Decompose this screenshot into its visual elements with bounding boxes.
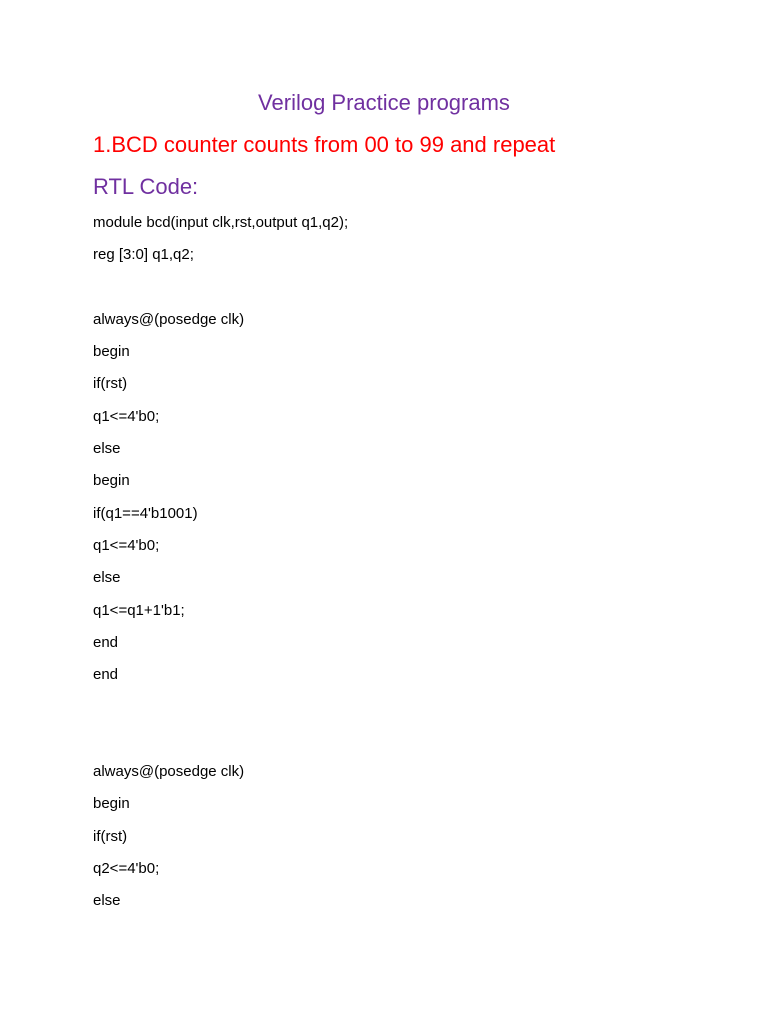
code-line: begin (93, 343, 130, 361)
code-line (93, 277, 348, 309)
code-line: begin (93, 795, 130, 813)
code-line: else (93, 440, 121, 458)
code-line: if(q1==4'b1001) (93, 504, 198, 522)
code-line: reg [3:0] q1,q2; (93, 246, 194, 264)
code-block (93, 212, 348, 923)
code-line (93, 696, 348, 728)
program-heading: 1.BCD counter counts from 00 to 99 and repeat (93, 132, 556, 157)
code-line: q1<=4'b0; (93, 407, 160, 425)
code-line: q1<=q1+1'b1; (93, 601, 185, 619)
code-line: begin (93, 472, 130, 490)
code-line: if(rst) (93, 375, 128, 393)
code-line: end (93, 666, 119, 684)
code-line: if(rst) (93, 827, 128, 845)
code-line: else (93, 892, 121, 910)
code-line: else (93, 569, 121, 587)
code-line: end (93, 633, 119, 651)
code-line (93, 729, 348, 761)
code-line: always@(posedge clk) (93, 310, 245, 328)
document-title: Verilog Practice programs (258, 90, 510, 115)
code-line: q2<=4'b0; (93, 859, 160, 877)
rtl-code-subheading: RTL Code: (93, 174, 199, 199)
code-line: module bcd(input clk,rst,output q1,q2); (93, 214, 349, 231)
code-line: q1<=4'b0; (93, 536, 160, 554)
code-line: always@(posedge clk) (93, 763, 245, 781)
